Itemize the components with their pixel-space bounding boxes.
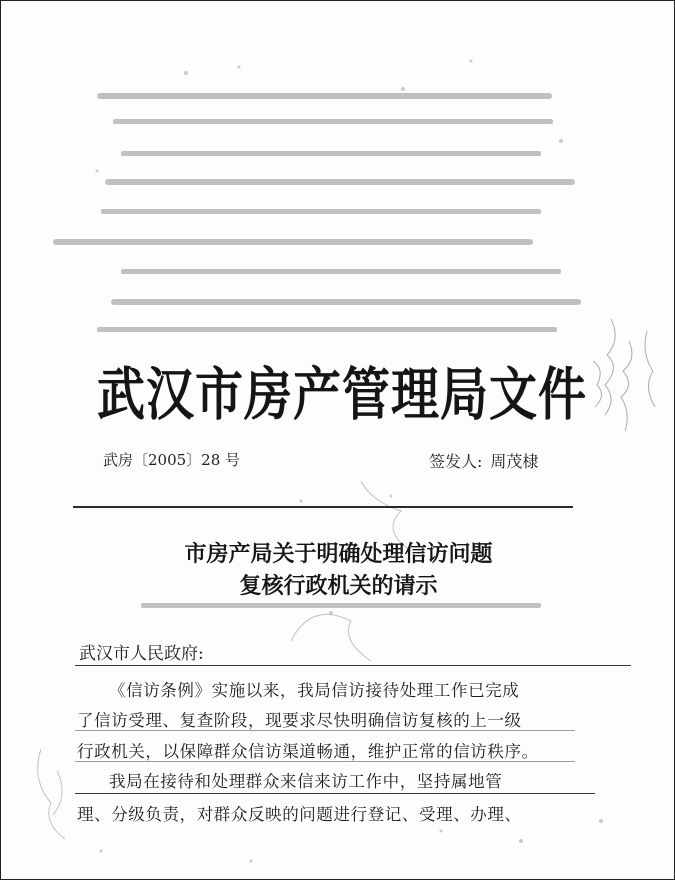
addressee: 武汉市人民政府:: [79, 644, 204, 664]
body-line-3: 行政机关，以保障群众信访渠道畅通，维护正常的信访秩序。: [77, 742, 539, 761]
body-line-5: 理、分级负责，对群众反映的问题进行登记、受理、办理、: [77, 805, 522, 824]
body-line-2: 了信访受理、复查阶段，现要求尽快明确信访复核的上一级: [77, 711, 522, 730]
ruled-line: [75, 761, 575, 762]
document-title-line-2: 复核行政机关的请示: [239, 574, 438, 599]
document-title-line-1: 市房产局关于明确处理信访问题: [184, 542, 493, 567]
masthead-title: 武汉市房产管理局文件: [97, 361, 588, 429]
ruled-line: [75, 730, 575, 731]
document-number: 武房〔2005〕28 号: [103, 451, 241, 469]
body-line-1: 《信访条例》实施以来，我局信访接待处理工作已完成: [109, 681, 520, 700]
header-divider: [73, 506, 573, 508]
signer-name: 周茂棣: [490, 452, 539, 471]
signer-label: 签发人:: [429, 452, 483, 471]
ruled-line: [75, 665, 631, 666]
body-line-4: 我局在接待和处理群众来信来访工作中，坚持属地管: [109, 772, 503, 791]
signer: [429, 449, 538, 472]
ruled-line: [75, 793, 595, 794]
